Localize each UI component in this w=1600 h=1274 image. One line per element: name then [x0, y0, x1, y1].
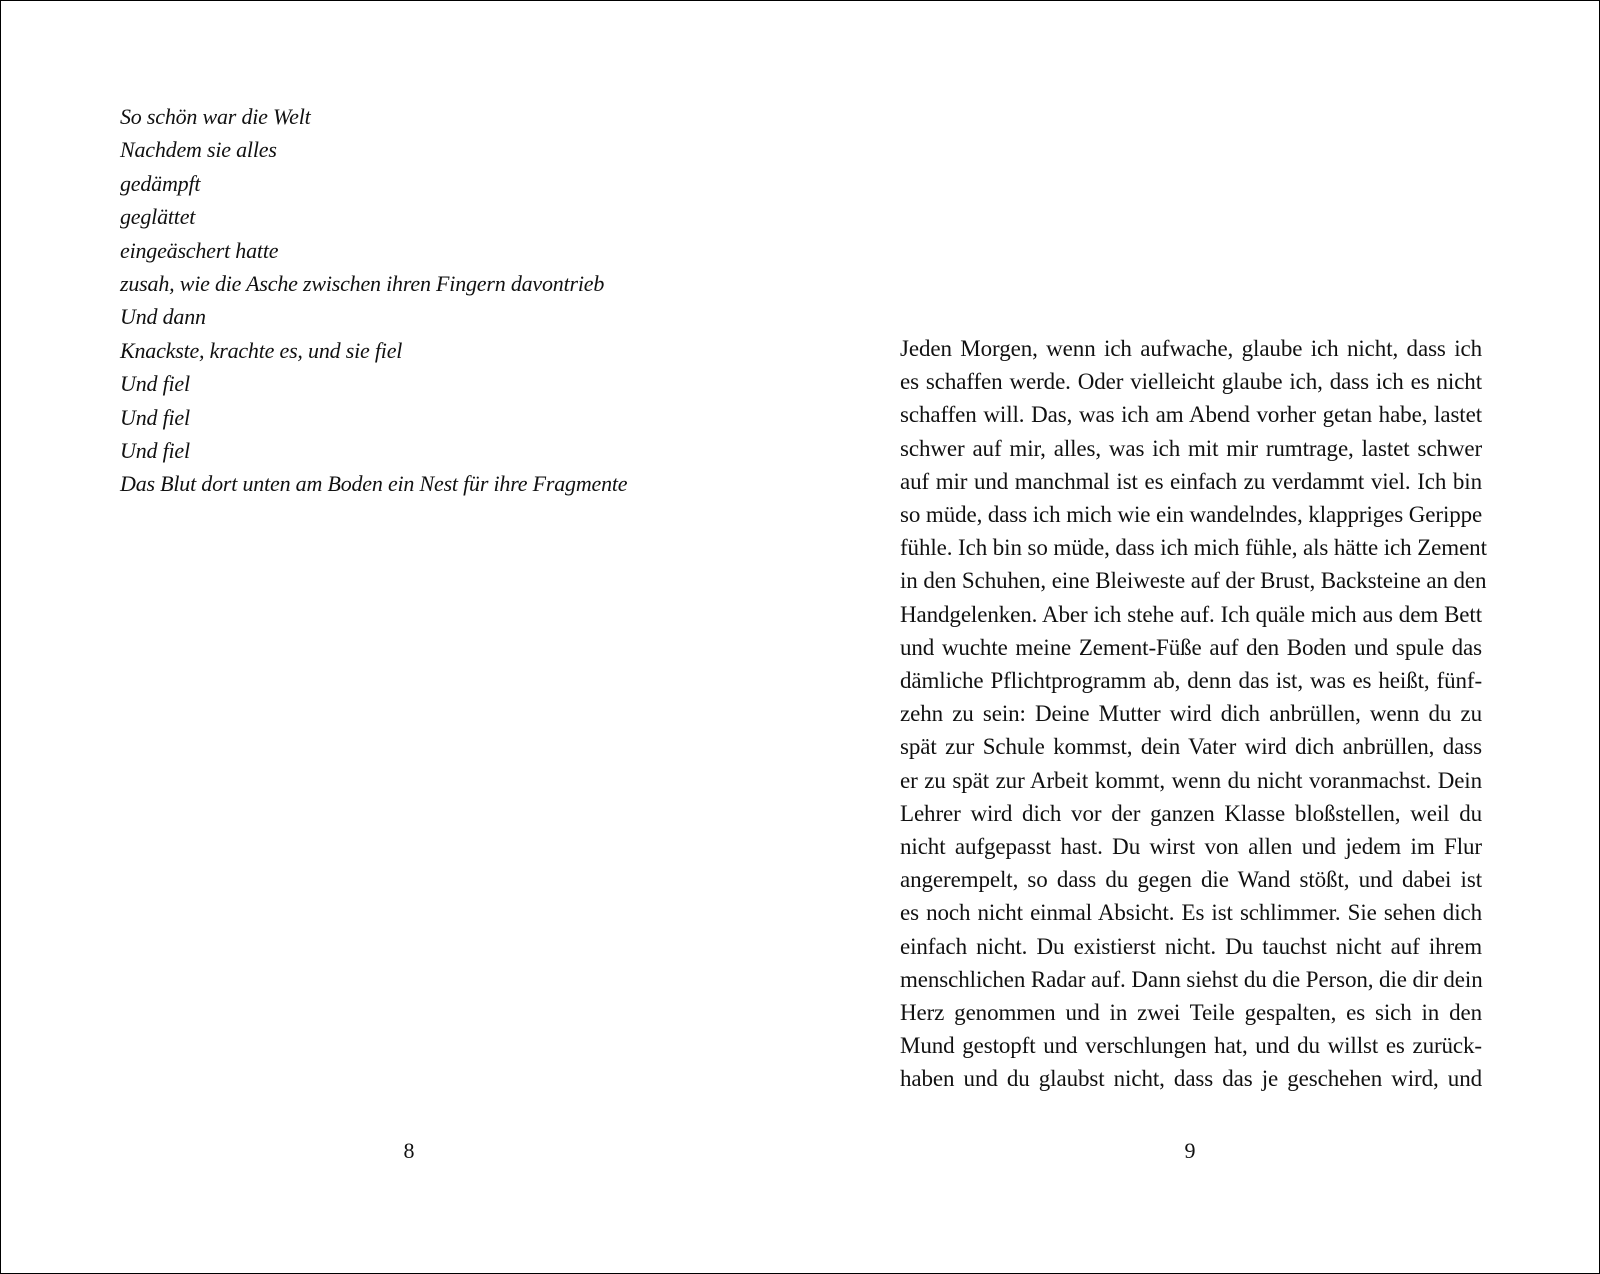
poem-line: Und fiel: [120, 438, 190, 464]
prose-line: und wuchte meine Zement-Füße auf den Boden und spule das: [900, 634, 1482, 660]
poem-line: Knackste, krachte es, und sie fiel: [120, 337, 403, 363]
prose-line: fühle. Ich bin so müde, dass ich mich fühle, als hätte ich Zement: [900, 535, 1487, 561]
poem-line: Und fiel: [120, 371, 190, 397]
prose-line: Lehrer wird dich vor der ganzen Klasse bloßstellen, weil du: [900, 800, 1482, 826]
poem-line: Und dann: [120, 304, 206, 330]
prose-line: schwer auf mir, alles, was ich mit mir rumtrage, lastet schwer: [900, 435, 1482, 461]
page-number-right: 9: [1184, 1138, 1196, 1163]
poem-line: So schön war die Welt: [120, 104, 311, 129]
poem-line: gedämpft: [120, 170, 201, 196]
prose-line: schaffen will. Das, was ich am Abend vorher getan habe, lastet: [900, 402, 1482, 428]
prose-line: menschlichen Radar auf. Dann siehst du die Person, die dir dein: [900, 966, 1483, 992]
prose-line: dämliche Pflichtprogramm ab, denn das ist, was es heißt, fünf-: [900, 668, 1482, 694]
poem: [120, 100, 770, 501]
prose-line: Jeden Morgen, wenn ich aufwache, glaube ich nicht, dass ich: [900, 336, 1482, 361]
right-page: [800, 1, 1599, 1273]
prose-line: auf mir und manchmal ist es einfach zu verdammt viel. Ich bin: [900, 468, 1482, 494]
prose-line: einfach nicht. Du existierst nicht. Du tauchst nicht auf ihrem: [900, 933, 1482, 959]
prose-line: nicht aufgepasst hast. Du wirst von allen und jedem im Flur: [900, 834, 1482, 860]
prose-paragraph: [900, 332, 1487, 1096]
prose-line: er zu spät zur Arbeit kommt, wenn du nicht voranmachst. Dein: [900, 767, 1482, 793]
prose-line: zehn zu sein: Deine Mutter wird dich anbrüllen, wenn du zu: [900, 701, 1482, 727]
left-page: [1, 1, 800, 1273]
poem-line: Nachdem sie alles: [120, 137, 277, 163]
poem-line: geglättet: [120, 204, 196, 230]
poem-line: Und fiel: [120, 404, 190, 430]
poem-line: zusah, wie die Asche zwischen ihren Fingern davontrieb: [120, 271, 605, 297]
prose-line: es noch nicht einmal Absicht. Es ist schlimmer. Sie sehen dich: [900, 900, 1482, 926]
prose-line: spät zur Schule kommst, dein Vater wird dich anbrüllen, dass: [900, 734, 1482, 760]
prose-line: in den Schuhen, eine Bleiweste auf der Brust, Backsteine an den: [900, 568, 1487, 594]
prose-line: Mund gestopft und verschlungen hat, und du willst es zurück-: [900, 1033, 1482, 1059]
prose-line: haben und du glaubst nicht, dass das je geschehen wird, und: [900, 1066, 1482, 1092]
poem-line: Das Blut dort unten am Boden ein Nest für ihre Fragmente: [120, 471, 628, 497]
prose-line: es schaffen werde. Oder vielleicht glaube ich, dass ich es nicht: [900, 369, 1482, 395]
prose-line: Herz genommen und in zwei Teile gespalten, es sich in den: [900, 1000, 1482, 1026]
poem-line: eingeäschert hatte: [120, 237, 279, 263]
prose-line: so müde, dass ich mich wie ein wandelndes, klappriges Gerippe: [900, 502, 1483, 528]
page-number-left: 8: [403, 1138, 415, 1163]
prose-line: angerempelt, so dass du gegen die Wand stößt, und dabei ist: [900, 867, 1482, 893]
prose-line: Handgelenken. Aber ich stehe auf. Ich quäle mich aus dem Bett: [900, 601, 1482, 627]
